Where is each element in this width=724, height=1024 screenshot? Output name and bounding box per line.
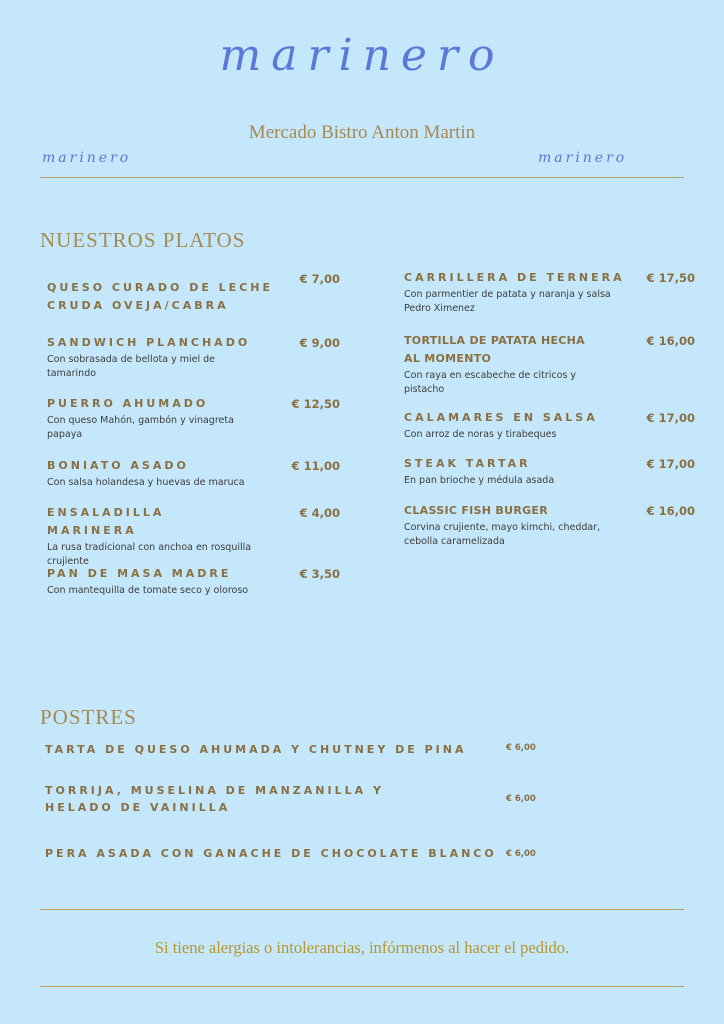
- menu-item-description: Con queso Mahón, gambón y vinagreta papaya: [47, 415, 234, 440]
- menu-item: [404, 269, 634, 315]
- menu-item-name: CALAMARES EN SALSA: [404, 411, 598, 424]
- menu-item-name: PAN DE MASA MADRE: [47, 567, 232, 580]
- menu-item-price: € 16,00: [646, 504, 695, 518]
- menu-item-price: € 12,50: [291, 397, 340, 411]
- menu-item-price: € 7,00: [299, 272, 340, 286]
- menu-item-price: € 17,50: [646, 271, 695, 285]
- menu-item-description: Con salsa holandesa y huevas de maruca: [47, 477, 245, 488]
- menu-item-description: Corvina crujiente, mayo kimchi, cheddar, cebolla caramelizada: [404, 522, 601, 547]
- menu-item: [404, 502, 624, 548]
- menu-item-description: Con raya en escabeche de citricos y pistacho: [404, 370, 577, 395]
- menu-item-description: Con mantequilla de tomate seco y oloroso: [47, 585, 249, 596]
- menu-item-price: € 16,00: [646, 334, 695, 348]
- menu-item-name: CARRILLERA DE TERNERA: [404, 271, 625, 284]
- menu-item-name: STEAK TARTAR: [404, 457, 531, 470]
- header-divider: [40, 177, 684, 178]
- menu-item-description: En pan brioche y médula asada: [404, 475, 555, 486]
- menu-item: [404, 409, 634, 442]
- menu-item-description: Con parmentier de patata y naranja y salsa Pedro Ximenez: [404, 289, 611, 314]
- menu-item: [47, 504, 257, 568]
- menu-item-name: ENSALADILLA MARINERA: [47, 506, 165, 537]
- footer-divider-top: [40, 909, 684, 910]
- menu-item-name: CLASSIC FISH BURGER: [404, 504, 549, 517]
- menu-item-price: € 9,00: [299, 336, 340, 350]
- menu-item-description: Con sobrasada de bellota y miel de tamarindo: [47, 354, 215, 379]
- menu-item-description: La rusa tradicional con anchoa en rosquilla crujiente: [47, 542, 252, 567]
- menu-item-name: QUESO CURADO DE LECHE CRUDA OVEJA/CABRA: [47, 281, 273, 312]
- footer-divider-bottom: [40, 986, 684, 987]
- menu-item-description: Con arroz de noras y tirabeques: [404, 429, 557, 440]
- dessert-item-price: € 6,00: [506, 849, 536, 859]
- menu-item: [47, 457, 287, 490]
- menu-item-name: SANDWICH PLANCHADO: [47, 336, 251, 349]
- menu-item-name: PUERRO AHUMADO: [47, 397, 209, 410]
- menu-item-price: € 3,50: [299, 567, 340, 581]
- menu-item-price: € 11,00: [291, 459, 340, 473]
- dessert-item-name: TORRIJA, MUSELINA DE MANZANILLA Y HELADO DE VAINILLA: [45, 784, 384, 814]
- allergy-note: Si tiene alergias o intolerancias, infórmenos al hacer el pedido.: [154, 938, 570, 957]
- dessert-item-price: € 6,00: [506, 794, 536, 804]
- dessert-item-price: € 6,00: [506, 743, 536, 753]
- menu-item: [404, 332, 604, 396]
- menu-item: [47, 279, 287, 315]
- menu-item-name: TORTILLA DE PATATA HECHA AL MOMENTO: [404, 334, 585, 365]
- menu-item: [47, 395, 247, 441]
- brand-logo: marinero: [219, 30, 505, 81]
- dessert-item-name: TARTA DE QUESO AHUMADA Y CHUTNEY DE PINA: [45, 743, 467, 756]
- menu-item: [404, 455, 634, 488]
- brand-logo-small-left: marinero: [42, 150, 132, 166]
- menu-item: [47, 334, 267, 380]
- menu-item-price: € 4,00: [299, 506, 340, 520]
- dessert-item-name: PERA ASADA CON GANACHE DE CHOCOLATE BLANCO: [45, 847, 497, 860]
- menu-item-price: € 17,00: [646, 457, 695, 471]
- section-title-platos: NUESTROS PLATOS: [40, 228, 246, 252]
- menu-item: [47, 565, 287, 598]
- brand-logo-small-right: marinero: [538, 150, 628, 166]
- menu-item-price: € 17,00: [646, 411, 695, 425]
- restaurant-subtitle: Mercado Bistro Anton Martin: [248, 122, 476, 143]
- section-title-postres: POSTRES: [40, 705, 137, 729]
- menu-item-name: BONIATO ASADO: [47, 459, 189, 472]
